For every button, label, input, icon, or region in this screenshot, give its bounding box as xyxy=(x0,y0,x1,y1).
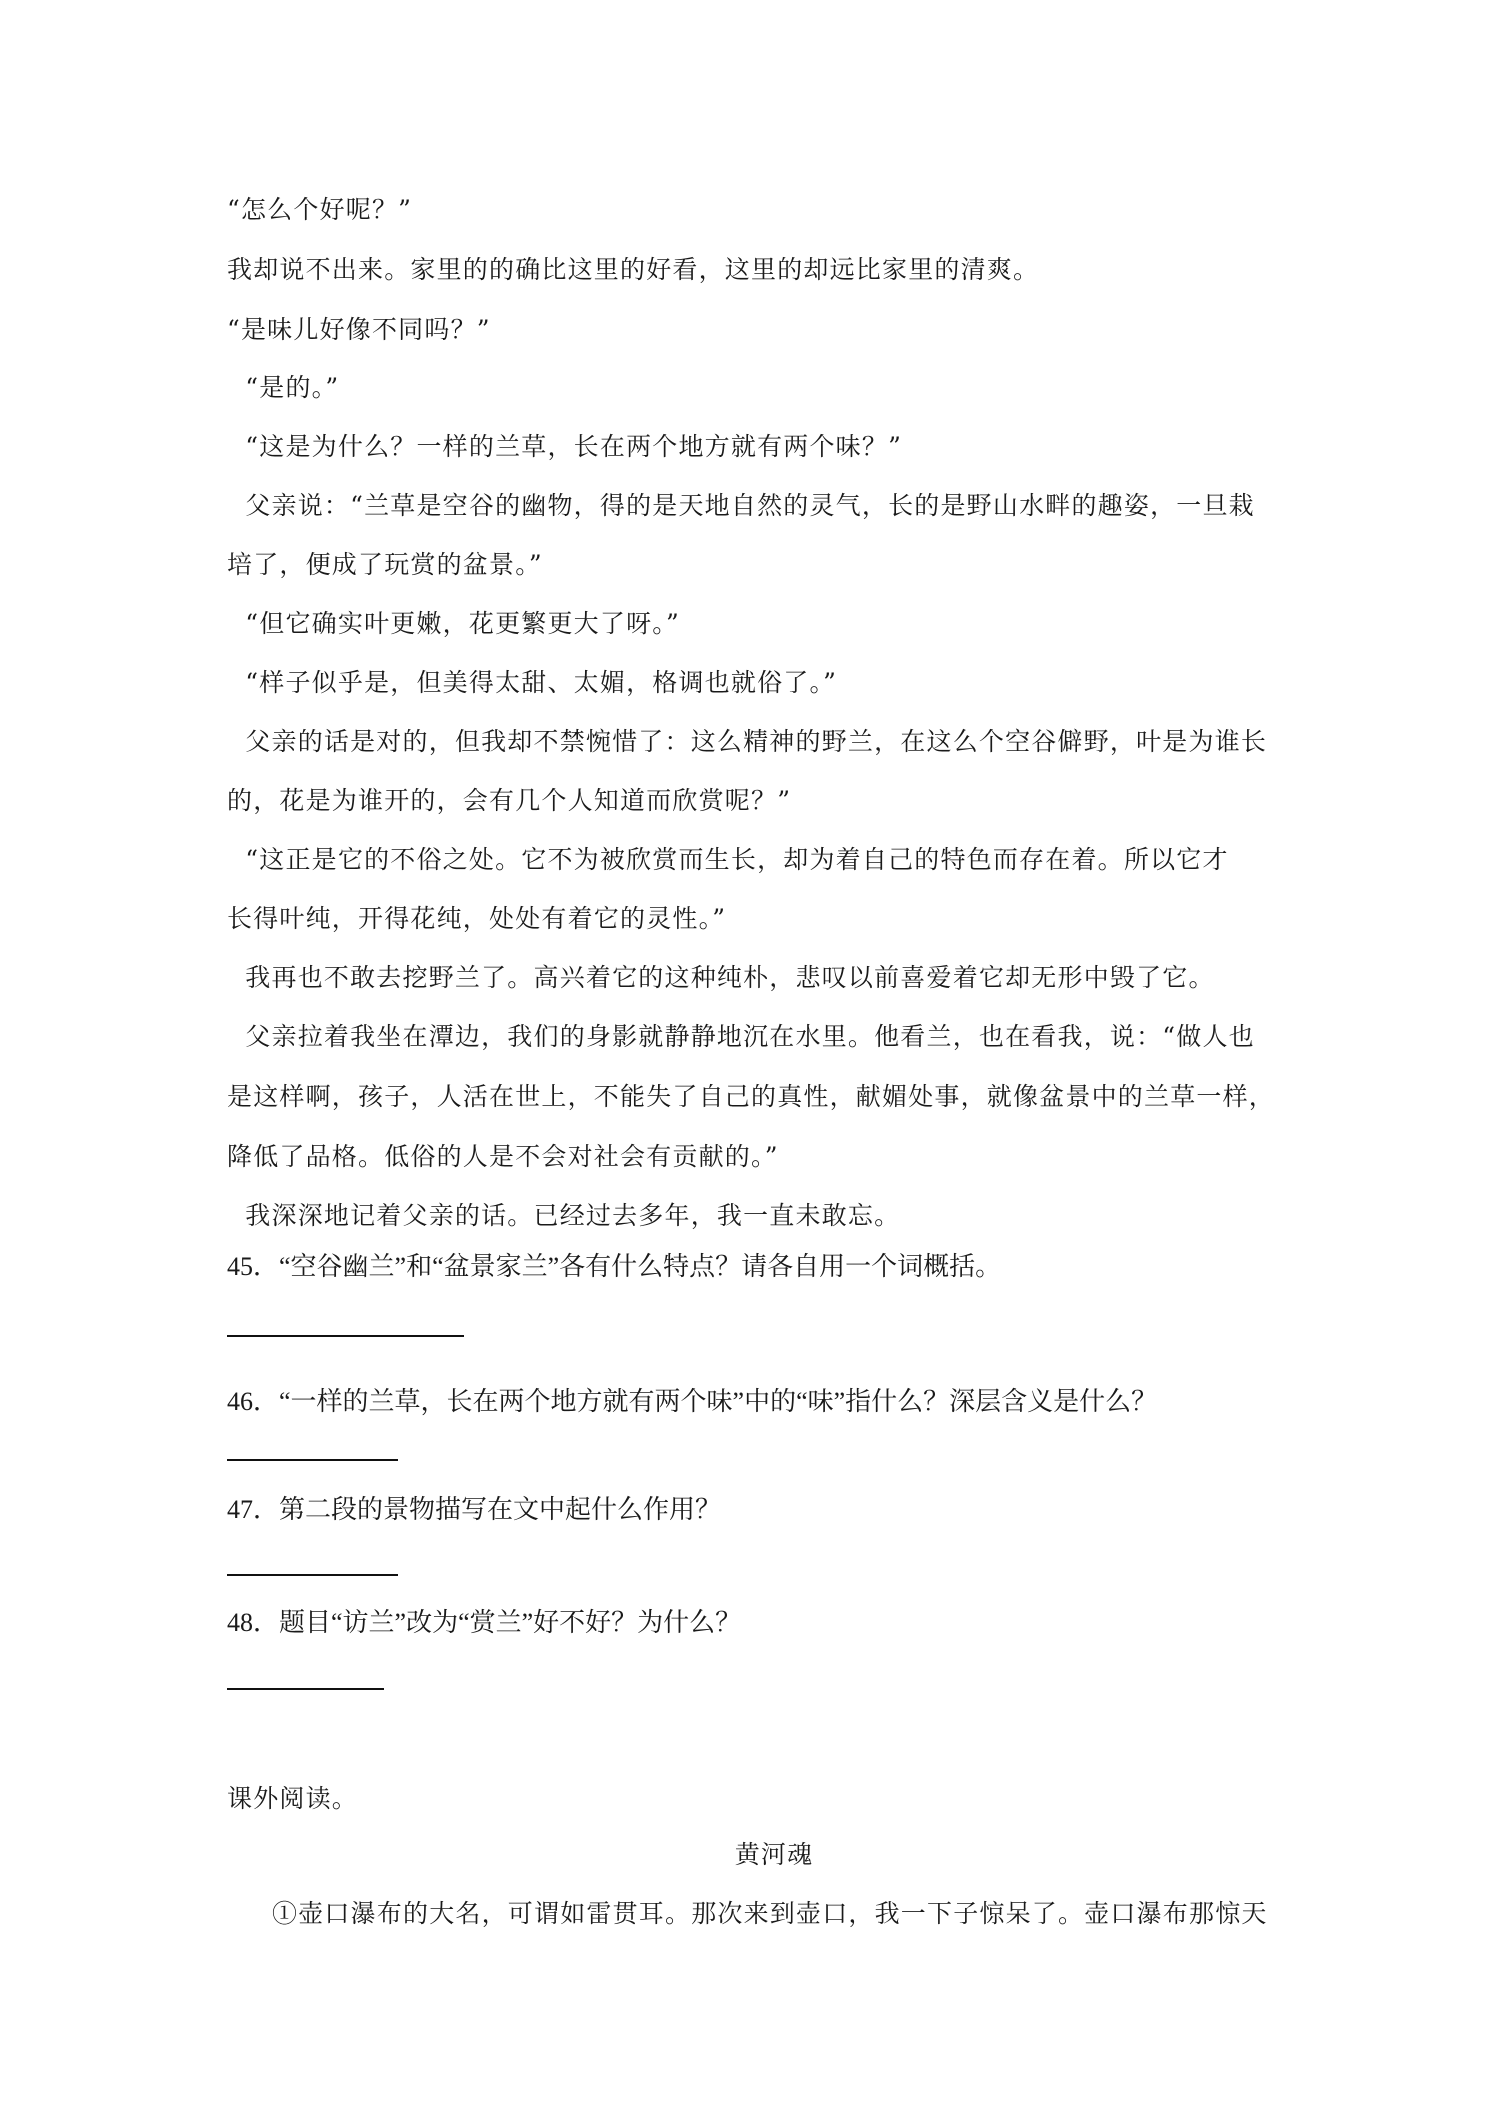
answer-blank-47[interactable] xyxy=(227,1574,398,1576)
answer-blank-45[interactable] xyxy=(227,1335,464,1337)
question-45: 45．“空谷幽兰”和“盆景家兰”各有什么特点？请各自用一个词概括。 xyxy=(227,1252,1002,1281)
answer-blank-46[interactable] xyxy=(227,1459,398,1461)
passage-line: “这正是它的不俗之处。它不为被欣赏而生长，却为着自己的特色而存在着。所以它才 xyxy=(227,845,1229,874)
passage-line: “是的。” xyxy=(227,373,340,402)
section-label: 课外阅读。 xyxy=(227,1784,359,1813)
passage-line: 父亲的话是对的，但我却不禁惋惜了：这么精神的野兰，在这么个空谷僻野，叶是为谁长 xyxy=(227,727,1268,756)
passage-line: “怎么个好呢？” xyxy=(227,195,413,224)
reading-paragraph-1: ①壶口瀑布的大名，可谓如雷贯耳。那次来到壶口，我一下子惊呆了。壶口瀑布那惊天 xyxy=(272,1899,1268,1928)
passage-line: 我再也不敢去挖野兰了。高兴着它的这种纯朴，悲叹以前喜爱着它却无形中毁了它。 xyxy=(227,963,1215,992)
question-46: 46．“一样的兰草，长在两个地方就有两个味”中的“味”指什么？深层含义是什么？ xyxy=(227,1387,1158,1416)
passage-line: 的，花是为谁开的，会有几个人知道而欣赏呢？” xyxy=(227,786,792,815)
passage-line: “是味儿好像不同吗？” xyxy=(227,315,491,344)
passage-line: “样子似乎是，但美得太甜、太媚，格调也就俗了。” xyxy=(227,668,838,697)
reading-title: 黄河魂 xyxy=(734,1840,814,1869)
question-48: 48．题目“访兰”改为“赏兰”好不好？为什么？ xyxy=(227,1608,742,1637)
passage-line: “但它确实叶更嫩，花更繁更大了呀。” xyxy=(227,609,680,638)
passage-line: “这是为什么？一样的兰草，长在两个地方就有两个味？” xyxy=(227,432,903,461)
passage-line: 父亲说：“兰草是空谷的幽物，得的是天地自然的灵气，长的是野山水畔的趣姿，一旦栽 xyxy=(227,491,1255,520)
question-47: 47．第二段的景物描写在文中起什么作用？ xyxy=(227,1495,722,1524)
passage-line: 培了，便成了玩赏的盆景。” xyxy=(227,550,543,579)
passage-line: 降低了品格。低俗的人是不会对社会有贡献的。” xyxy=(227,1142,779,1171)
passage-line: 是这样啊，孩子，人活在世上，不能失了自己的真性，献媚处事，就像盆景中的兰草一样， xyxy=(227,1082,1276,1111)
passage-line: 我深深地记着父亲的话。已经过去多年，我一直未敢忘。 xyxy=(227,1201,901,1230)
passage-line: 父亲拉着我坐在潭边，我们的身影就静静地沉在水里。他看兰，也在看我，说：“做人也 xyxy=(227,1022,1255,1051)
passage-line: 我却说不出来。家里的的确比这里的好看，这里的却远比家里的清爽。 xyxy=(227,255,1040,284)
answer-blank-48[interactable] xyxy=(227,1688,384,1690)
passage-line: 长得叶纯，开得花纯，处处有着它的灵性。” xyxy=(227,904,727,933)
